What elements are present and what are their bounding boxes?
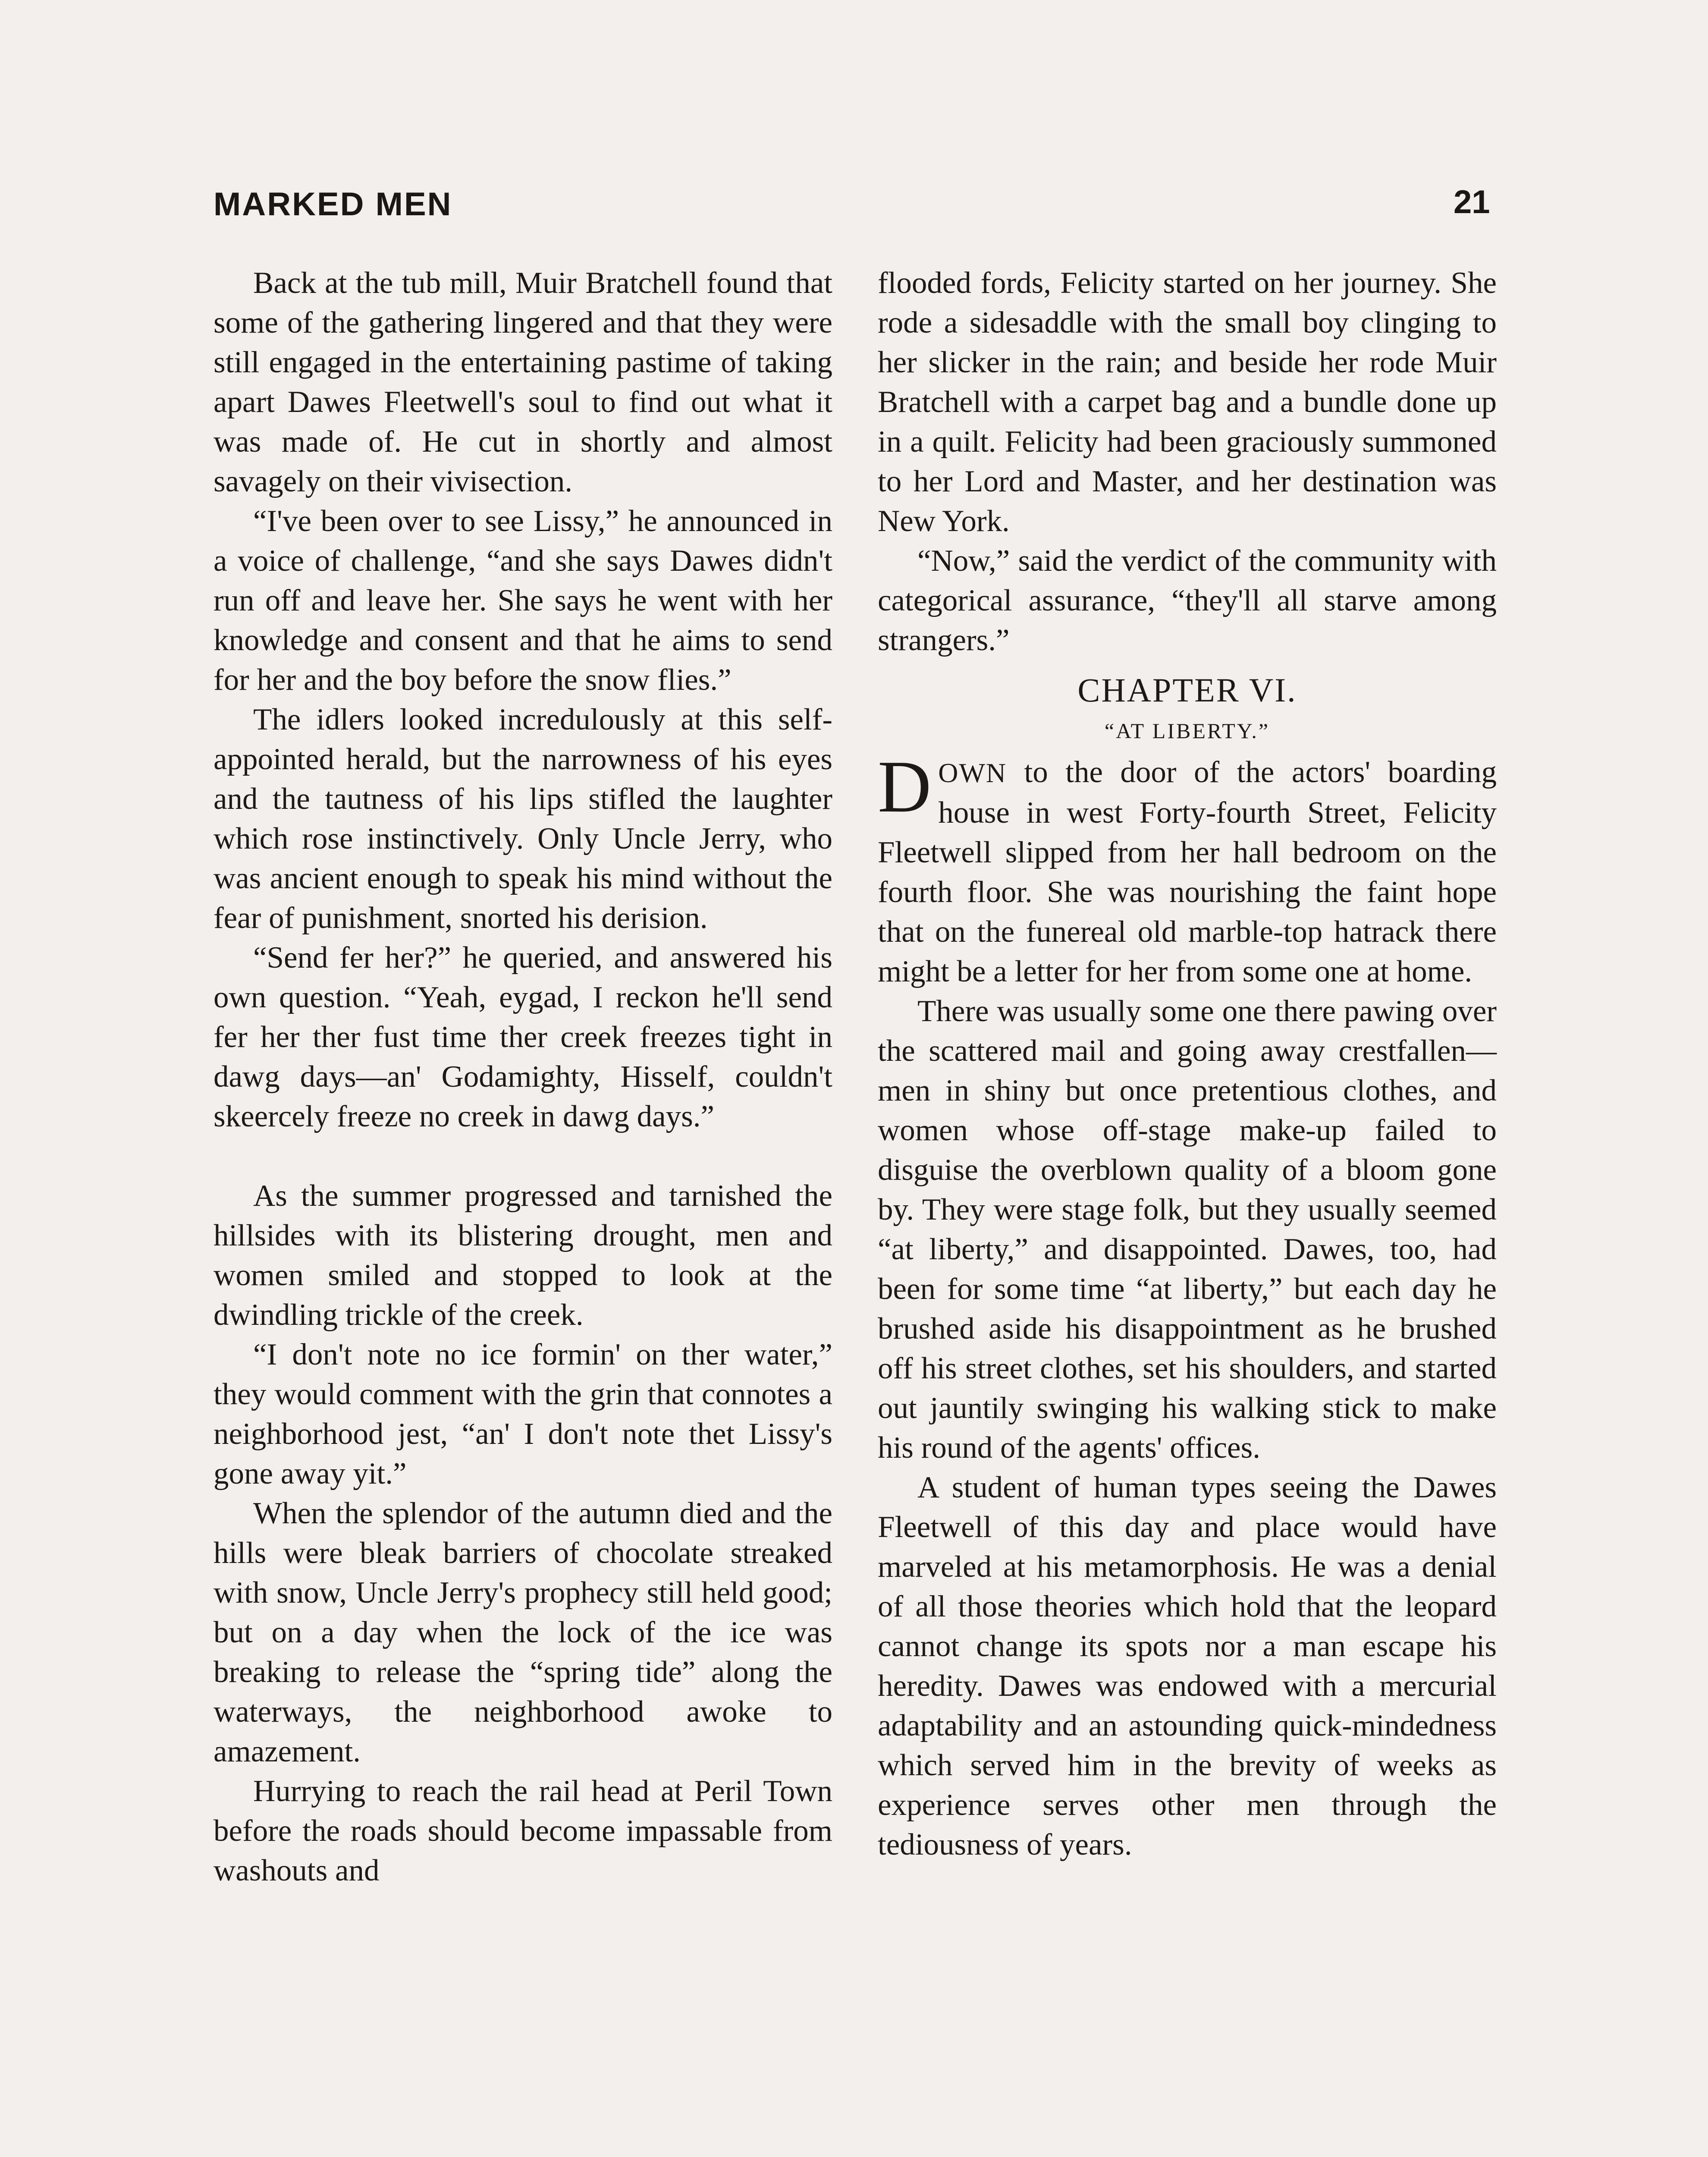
running-title: MARKED MEN [214, 186, 452, 223]
right-column [878, 263, 1497, 1865]
opening-smallcaps: OWN [938, 758, 1007, 788]
paragraph: The idlers looked incredulously at this self-appointed herald, but the narrowness of his eyes and the tautness of his lips stifled the laughter which rose instinctively. Only Uncle Jerry, who was ancient enough to speak his mind without the fear of punishment, snorted his derision. [214, 703, 832, 935]
left-column [214, 263, 832, 1890]
paragraph: There was usually some one there pawing over the scattered mail and going away crestfallen—men in shiny but once pretentious clothes, and women whose off-stage make-up failed to disguise the overblown quality of a bloom gone by. They were stage folk, but they usually seemed “at liberty,” and disappointed. Dawes, too, had been for some time “at liberty,” but each day he brushed aside his disappointment as he brushed off his street clothes, set his shoulders, and started out jauntily swinging his walking stick to make his round of the agents' offices. [878, 994, 1497, 1465]
paragraph: As the summer progressed and tarnished the hillsides with its blistering drought, men and women smiled and stopped to look at the dwindling trickle of the creek. [214, 1179, 832, 1332]
paragraph: A student of human types seeing the Dawes Fleetwell of this day and place would have marveled at his metamorphosis. He was a denial of all those theories which hold that the leopard cannot change its spots nor a man escape his heredity. Dawes was endowed with a mercurial adaptability and an astounding quick-mindedness which served him in the brevity of weeks as experience serves other men through the tediousness of years. [878, 1471, 1497, 1861]
opening-text: to the door of the actors' boarding house in west Forty-fourth Street, Felicity Fleetwell slipped from her hall bedroom on the fourth floor. She was nourishing the faint hope that on the funereal old marble-top hatrack there might be a letter for her from some one at home. [878, 755, 1497, 988]
drop-cap: D [878, 746, 932, 828]
paragraph: When the splendor of the autumn died and the hills were bleak barriers of chocolate streaked with snow, Uncle Jerry's prophecy still held good; but on a day when the lock of the ice was breaking to release the “spring tide” along the waterways, the neighborhood awoke to amazement. [214, 1497, 832, 1768]
paragraph: Back at the tub mill, Muir Bratchell found that some of the gathering lingered and that they were still engaged in the entertaining pastime of taking apart Dawes Fleetwell's soul to find out what it was made of. He cut in shortly and almost savagely on their vivisection. [214, 266, 832, 498]
paragraph: Hurrying to reach the rail head at Peril Town before the roads should become impassable from washouts and [214, 1774, 832, 1887]
paragraph: “I don't note no ice formin' on ther water,” they would comment with the grin that connotes a neighborhood jest, “an' I don't note thet Lissy's gone away yit.” [214, 1338, 832, 1490]
chapter-subtitle: “AT LIBERTY.” [1104, 719, 1270, 743]
page-number: 21 [1454, 184, 1490, 220]
paragraph: “I've been over to see Lissy,” he announced in a voice of challenge, “and she says Dawes didn't run off and leave her. She says he went with her knowledge and consent and that he aims to send for her and the boy before the snow flies.” [214, 504, 832, 697]
paragraph: “Now,” said the verdict of the community with categorical assurance, “they'll all starve among strangers.” [878, 544, 1497, 657]
chapter-title: CHAPTER VI. [1077, 671, 1297, 709]
paragraph: “Send fer her?” he queried, and answered his own question. “Yeah, eygad, I reckon he'll send fer her ther fust time ther creek freezes tight in dawg days—an' Godamighty, Hisself, couldn't skeercely freeze no creek in dawg days.” [214, 941, 832, 1133]
chapter-opening-paragraph [878, 746, 1497, 991]
paragraph-continuation: flooded fords, Felicity started on her journey. She rode a sidesaddle with the small boy clinging to her slicker in the rain; and beside her rode Muir Bratchell with a carpet bag and a bundle done up in a quilt. Felicity had been graciously summoned to her Lord and Master, and her destination was New York. [878, 266, 1497, 538]
